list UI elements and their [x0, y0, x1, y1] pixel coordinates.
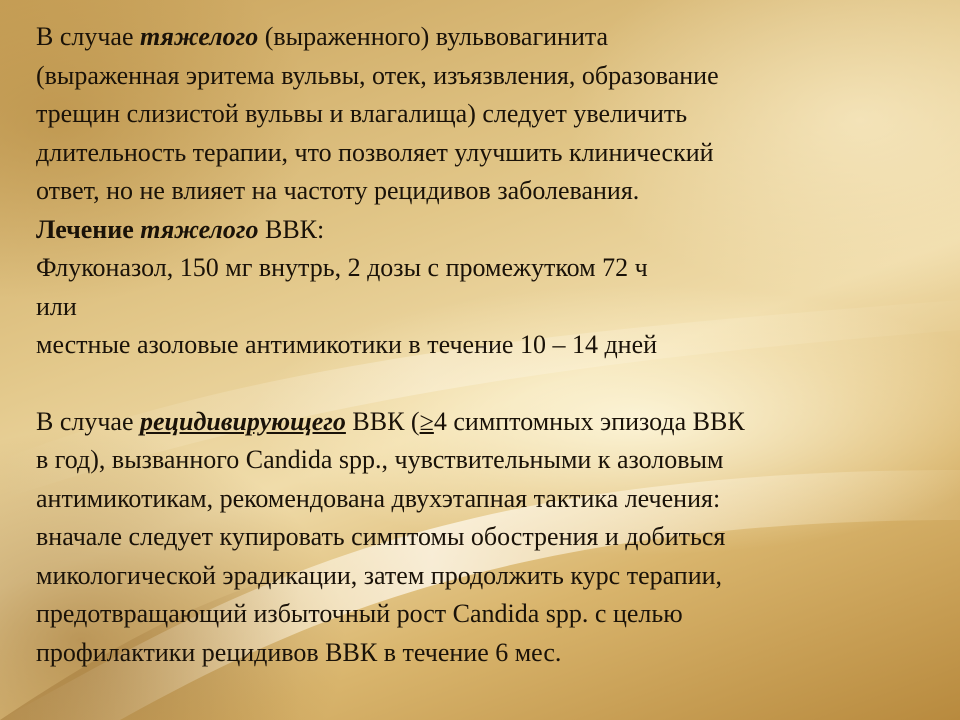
- text-run: ВВК (: [345, 406, 420, 436]
- paragraph-line: антимикотикам, рекомендована двухэтапная тактика лечения:: [36, 483, 721, 513]
- greater-equal-sign: ≥: [419, 406, 434, 436]
- emphasis-severe: тяжелого: [140, 214, 259, 244]
- heading-text-run: ВВК:: [258, 214, 325, 244]
- slide-text-content: [36, 18, 936, 672]
- recurrent-vvc-paragraph: [36, 403, 936, 673]
- emphasis-severe: тяжелого: [140, 22, 259, 51]
- text-run: (выраженного) вульвовагинита: [258, 22, 609, 51]
- heading-text-run: Лечение: [36, 214, 141, 244]
- paragraph-line: предотвращающий избыточный рост Candida spp. с целью: [36, 599, 683, 628]
- severe-treatment-block: [36, 211, 936, 365]
- paragraph-line: (выраженная эритема вульвы, отек, изъязвления, образование: [36, 60, 719, 90]
- text-run: В случае: [36, 406, 141, 436]
- severe-vulvovaginitis-paragraph: [36, 18, 936, 211]
- emphasis-recurrent: рецидивирующего: [140, 406, 346, 436]
- paragraph-line: вначале следует купировать симптомы обострения и добиться: [36, 522, 726, 551]
- paragraph-line: [36, 18, 936, 57]
- paragraph-line: [36, 403, 936, 442]
- paragraph-line: трещин слизистой вульвы и влагалища) следует увеличить: [36, 99, 688, 128]
- treatment-option-fluconazole: Флуконазол, 150 мг внутрь, 2 дозы с промежутком 72 ч: [36, 253, 648, 282]
- paragraph-line: ответ, но не влияет на частоту рецидивов заболевания.: [36, 176, 640, 205]
- text-run: В случае: [36, 22, 141, 51]
- treatment-heading: [36, 211, 936, 250]
- treatment-or: или: [36, 291, 77, 321]
- paragraph-line: в год), вызванного Candida spp., чувствительными к азоловым: [36, 445, 724, 474]
- treatment-option-azoles: местные азоловые антимикотики в течение 10 – 14 дней: [36, 330, 658, 359]
- paragraph-line: длительность терапии, что позволяет улучшить клинический: [36, 137, 714, 167]
- paragraph-line: микологической эрадикации, затем продолжить курс терапии,: [36, 560, 723, 590]
- paragraph-line: профилактики рецидивов ВВК в течение 6 мес.: [36, 637, 562, 667]
- text-run: 4 симптомных эпизода ВВК: [433, 406, 745, 436]
- paragraph-spacer: [36, 365, 936, 403]
